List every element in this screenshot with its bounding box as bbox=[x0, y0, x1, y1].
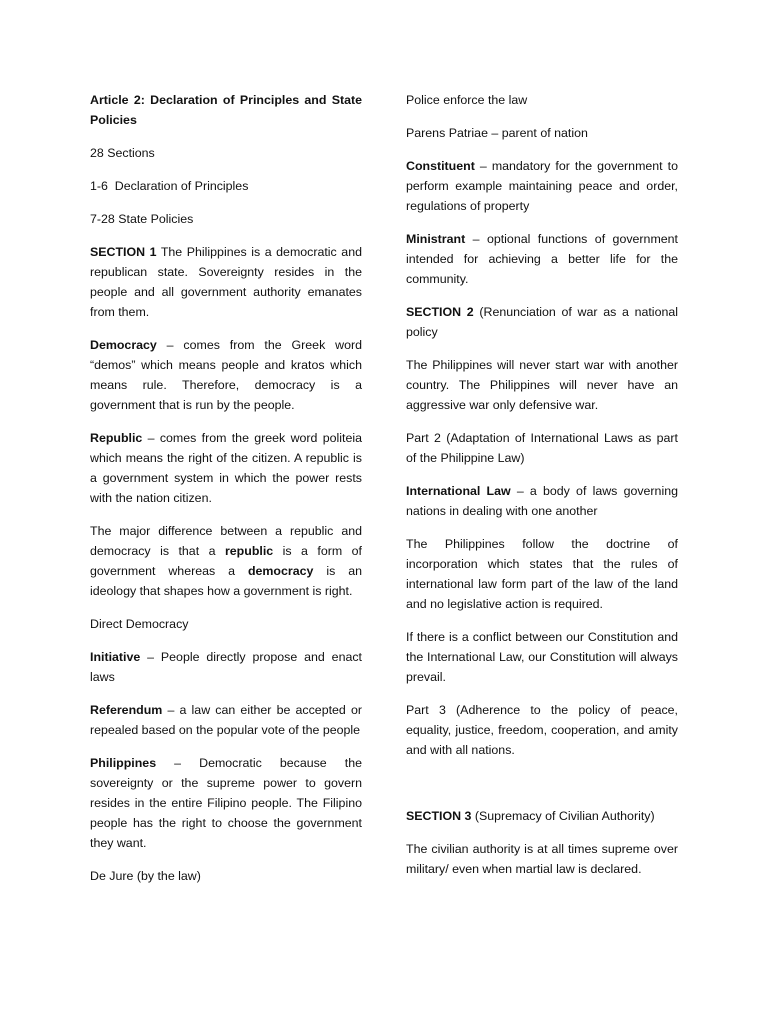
republic-definition bbox=[90, 428, 362, 508]
sections-count: 28 Sections bbox=[90, 146, 155, 160]
ministrant-text: – optional functions of government intended for achieving a better life for the community. bbox=[406, 232, 678, 286]
difference-paragraph: The major difference between a republic and democracy is that a republic is a form of government whereas a democracy is an ideology that shapes how a government is right. bbox=[90, 524, 362, 598]
philippines-text: – Democratic because the sovereignty or the supreme power to govern resides in the entire Filipino people. The Filipino people has the right to choose the government they want. bbox=[90, 756, 362, 850]
section-3-label: SECTION 3 bbox=[406, 809, 472, 823]
democracy-definition bbox=[90, 335, 362, 415]
incorporation-paragraph: The Philippines follow the doctrine of incorporation which states that the rules of international law form part of the law of the land and no legislative action is required. bbox=[406, 537, 678, 611]
initiative-text: – People directly propose and enact laws bbox=[90, 650, 362, 684]
constituent-text: – mandatory for the government to perform example maintaining peace and order, regulations of property bbox=[406, 159, 678, 213]
declaration-range: 1-6 Declaration of Principles bbox=[90, 179, 249, 193]
initiative-term: Initiative bbox=[90, 650, 141, 664]
democracy-text: – comes from the Greek word “demos” which means people and kratos which means rule. Therefore, democracy is a government that is run by the people. bbox=[90, 338, 362, 412]
international-law-term: International Law bbox=[406, 484, 511, 498]
section-2-label: SECTION 2 bbox=[406, 305, 474, 319]
section-3-text: (Supremacy of Civilian Authority) bbox=[471, 809, 655, 823]
referendum-text: – a law can either be accepted or repealed based on the popular vote of the people bbox=[90, 703, 362, 737]
section-3-paragraph bbox=[406, 806, 678, 826]
war-paragraph: The Philippines will never start war with another country. The Philippines will never have an aggressive war only defensive war. bbox=[406, 358, 678, 412]
philippines-term: Philippines bbox=[90, 756, 157, 770]
parens-patriae-line: Parens Patriae – parent of nation bbox=[406, 126, 588, 140]
article-title: Article 2: Declaration of Principles and State Policies bbox=[90, 93, 362, 127]
left-column bbox=[90, 90, 362, 899]
conflict-paragraph: If there is a conflict between our Constitution and the International Law, our Constitution will always prevail. bbox=[406, 630, 678, 684]
republic-text: – comes from the greek word politeia which means the right of the citizen. A republic is a government system in which the power rests with the nation citizen. bbox=[90, 431, 362, 505]
section-1-text: The Philippines is a democratic and republican state. Sovereignty resides in the people and all government authority emanates from them. bbox=[90, 245, 362, 319]
international-law-text: – a body of laws governing nations in dealing with one another bbox=[406, 484, 678, 518]
section-2-text: (Renunciation of war as a national policy bbox=[406, 305, 678, 339]
initiative-definition bbox=[90, 647, 362, 687]
ministrant-definition bbox=[406, 229, 678, 289]
de-jure-heading: De Jure (by the law) bbox=[90, 869, 201, 883]
ministrant-term: Ministrant bbox=[406, 232, 466, 246]
part-2-paragraph: Part 2 (Adaptation of International Laws as part of the Philippine Law) bbox=[406, 431, 678, 465]
part-3-paragraph: Part 3 (Adherence to the policy of peace, equality, justice, freedom, cooperation, and amity and with all nations. bbox=[406, 703, 678, 757]
blank-spacer bbox=[406, 773, 678, 806]
police-line: Police enforce the law bbox=[406, 93, 528, 107]
section-2-paragraph bbox=[406, 302, 678, 342]
right-column bbox=[406, 90, 678, 892]
section-1-paragraph bbox=[90, 242, 362, 322]
referendum-term: Referendum bbox=[90, 703, 163, 717]
section-1-label: SECTION 1 bbox=[90, 245, 157, 259]
referendum-definition bbox=[90, 700, 362, 740]
direct-democracy-heading: Direct Democracy bbox=[90, 617, 189, 631]
civilian-paragraph: The civilian authority is at all times supreme over military/ even when martial law is declared. bbox=[406, 842, 678, 876]
constituent-definition bbox=[406, 156, 678, 216]
republic-term: Republic bbox=[90, 431, 143, 445]
policies-range: 7-28 State Policies bbox=[90, 212, 194, 226]
democracy-term: Democracy bbox=[90, 338, 157, 352]
constituent-term: Constituent bbox=[406, 159, 475, 173]
philippines-definition bbox=[90, 753, 362, 853]
international-law-definition bbox=[406, 481, 678, 521]
